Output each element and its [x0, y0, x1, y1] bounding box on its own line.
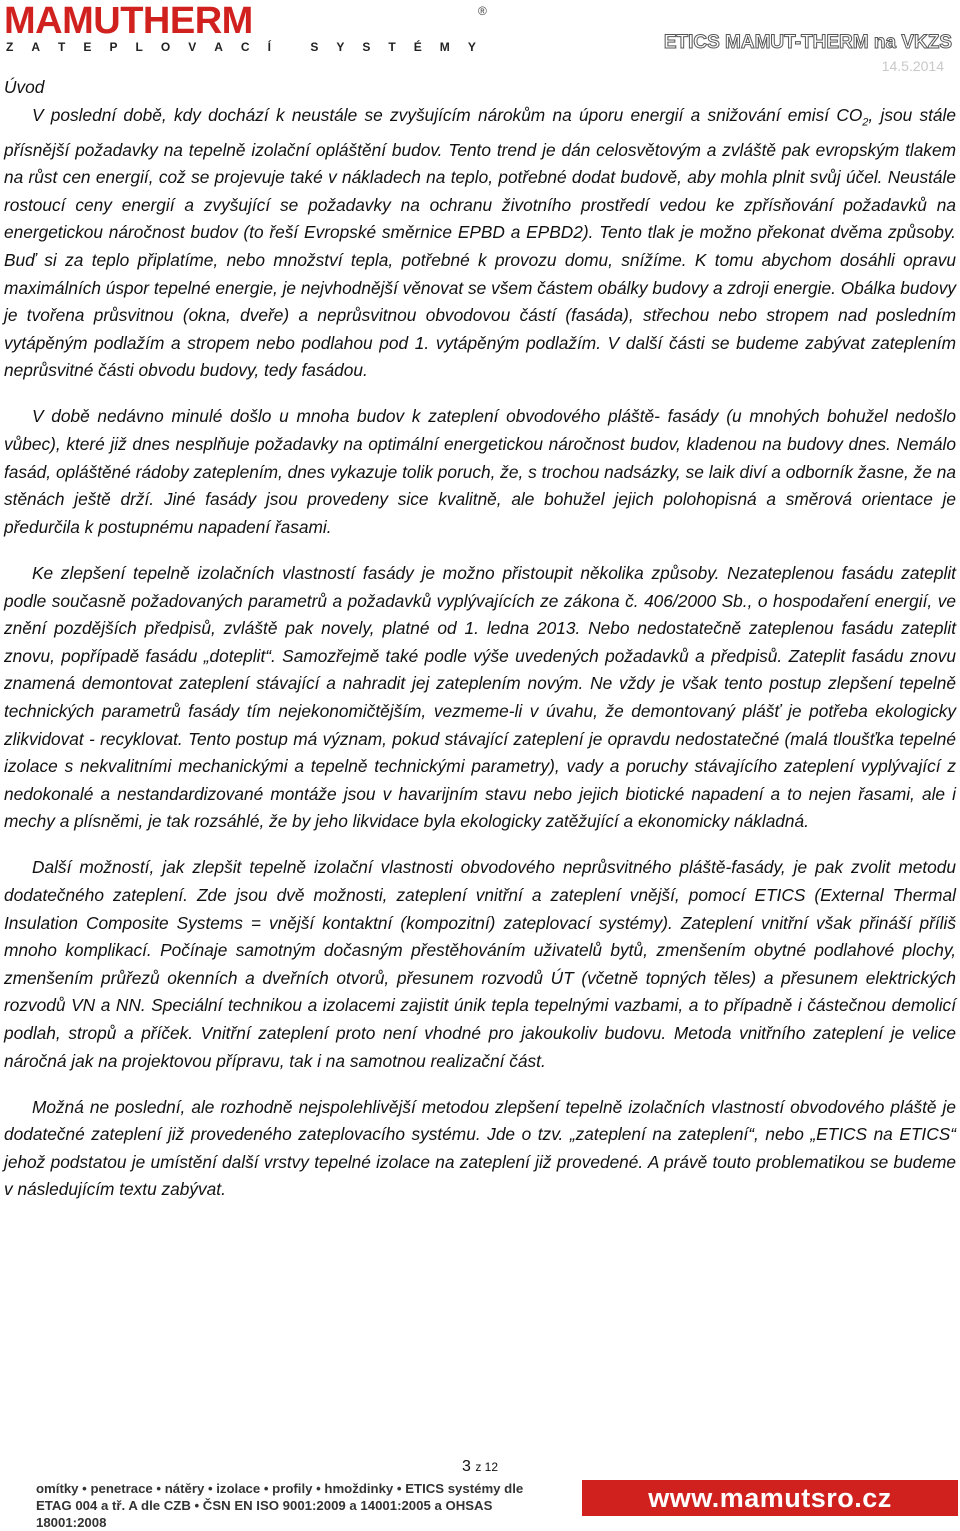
logo-subtitle-letter: C — [240, 40, 250, 54]
paragraph-intro — [4, 102, 956, 385]
logo-subtitle-letter: T — [388, 40, 396, 54]
logo-subtitle-letter: L — [135, 40, 143, 54]
footer-line-2: ETAG 004 a tř. A dle CZB • ČSN EN ISO 9001:2009 a 14001:2005 a OHSAS 18001:2008 — [36, 1498, 493, 1530]
document-body — [4, 74, 956, 1223]
logo-subtitle-letter: A — [31, 40, 41, 54]
logo-subtitle-letter: P — [109, 40, 118, 54]
logo-subtitle-letter: Z — [6, 40, 14, 54]
section-heading: Úvod — [4, 77, 45, 97]
logo-subtitle-letter: O — [160, 40, 171, 54]
logo-subtitle-letter: Y — [467, 40, 476, 54]
footer-products — [36, 1480, 566, 1531]
paragraph-4: Další možností, jak zlepšit tepelně izolační vlastnosti obvodového neprůsvitného pláště-fasády, je pak zvolit metodu dodatečného zateplení. Zde jsou dvě možnosti, zateplení vnitřní a zateplení vnější, pomocí ETICS (External Thermal Insulation Composite Systems = vnější kontaktní (kompozitní) zateplovací systémy). Zateplení vnitřní však přináší příliš mnoho komplikací. Počínaje samotným dočasným přestěhováním uživatelů bytů, zmenšením obytné podlahové plochy, zmenšením průřezů okenních a dveřních otvorů, přesunem rozvodů ÚT (včetně topných těles) a přesunem elektrických rozvodů VN a NN. Speciální technikou a izolacemi zajistit únik tepla tepelnými vazbami, a to případně i částečnou demolicí podlah, stropů a příček. Vnitřní zateplení proto není vhodné pro jakoukoliv budovu. Metoda vnitřního zateplení je velice náročná jak na projektovou přípravu, tak i na samotnou realizační část. — [4, 857, 956, 1071]
subscript-two: 2 — [862, 116, 869, 129]
footer-website-banner[interactable]: www.mamutsro.cz — [582, 1480, 958, 1516]
logo-subtitle-letter: M — [439, 40, 450, 54]
company-logo — [4, 2, 504, 54]
logo-subtitle-letter: É — [413, 40, 422, 54]
logo-subtitle-letter: E — [83, 40, 92, 54]
paragraph-2: V době nedávno minulé došlo u mnoha budov k zateplení obvodového pláště- fasády (u mnohých bohužel nedošlo vůbec), které již dnes nesplňuje požadavky na optimální energetickou náročnost budov, kladenou na budovy dnes. Nemálo fasád, opláštěné rádoby zateplením, dnes vykazuje tolik poruch, že, s trochou nadsázky, se laik diví a odborník žasne, že na stěnách ještě drží. Jiné fasády jsou provedeny sice kvalitně, ale bohužel jejich polohopisná a směrová orientace je předurčila k postupnému napadení řasami. — [4, 406, 956, 537]
document-title: ETICS MAMUT-THERM na VKZS — [663, 32, 952, 53]
page-current: 3 — [461, 1458, 471, 1475]
logo-subtitle-letter: S — [362, 40, 371, 54]
paragraph-5: Možná ne poslední, ale rozhodně nejspolehlivější metodou zlepšení tepelně izolačních vlastností obvodového pláště je dodatečné zateplení již provedeného zateplovacího systému. Jde o tzv. „zateplení na zateplení“, nebo „ETICS na ETICS“ jehož podstatou je umístění další vrstvy tepelné izolace na zateplení již provedené. A právě touto problematikou se budeme v následujícím textu zabývat. — [4, 1096, 956, 1200]
logo-subtitle-letter: V — [188, 40, 197, 54]
logo-subtitle-letter: S — [310, 40, 319, 54]
paragraph-3: Ke zlepšení tepelně izolačních vlastností fasády je možno přistoupit několika způsoby. Nezateplenou fasádu zateplit podle současně požadovaných parametrů a požadavků vyplývajících ze zákona č. 406/2000 Sb., o hospodaření energií, ve znění pozdějších předpisů, zvláště pak novely, platné od 1. ledna 2013. Nebo nedostatečně zateplenou fasádu zateplit znovu, popřípadě fasádu „doteplit“. Samozřejmě také podle výše uvedených požadavků a předpisů. Zateplit fasádu znovu znamená demontovat zateplení stávající a nahradit jej zateplením novým. Ne vždy je však tento postup zlepšení tepelně technických parametrů fasády tím nejekonomičtějším, vezmeme-li v úvahu, že demontovaný plášť je potřeba ekologicky zlikvidovat - recyklovat. Tento postup má význam, pokud stávající zateplení je opravdu nedostatečné (malá tloušťka tepelné izolace s nekvalitními mechanickými a tepelně technickými parametry), vady a poruchy stávajícího zateplení vyplývající z nedokonalé a nestandardizované montáže jsou v havarijním stavu nebo jejich biotické napadení a to nejen řasami, ale i mechy a plísněmi, je tak rozsáhlé, že by jeho likvidace byla ekologicky zatěžující a ekonomicky nákladná. — [4, 562, 956, 832]
logo-subtitle-letter: A — [214, 40, 223, 54]
logo-subtitle-letter: Y — [336, 40, 345, 54]
document-date: 14.5.2014 — [881, 58, 944, 74]
footer-line-1: omítky • penetrace • nátěry • izolace • profily • hmoždinky • ETICS systémy dle — [36, 1481, 524, 1496]
logo-wordmark: MAMUTHERM — [4, 0, 253, 42]
logo-subtitle — [6, 40, 476, 54]
page-number — [0, 1458, 960, 1476]
paragraph-intro-part1: V poslední době, kdy dochází k neustále se zvyšujícím nárokům na úporu energií a snižování emisí CO — [32, 104, 863, 125]
logo-subtitle-letter — [289, 40, 292, 54]
page-header — [0, 0, 960, 74]
logo-subtitle-letter: Í — [267, 40, 271, 54]
paragraph-intro-part2: , jsou stále přísnější požadavky na tepelně izolační opláštění budov. Tento trend je dán celosvětovým a zvláště pak evropským tlakem na růst cen energií, což se projevuje také v nákladech na teplo, potřebné dodat budově, aby mohla plnit svůj účel. Neustále rostoucí ceny energií a zvyšující se požadavky na ochranu životního prostředí vedou ke zpřísňování požadavků na energetickou náročnost budov (to řeší Evropské směrnice EPBD a EPBD2). Tento tlak je možno překonat dvěma způsoby. Buď si za teplo připlatíme, nebo množství tepla, potřebné k provozu domu, snížíme. K tomu abychom dosáhli opravu maximálních úspor tepelné energie, je nejvhodnější věnovat se všem částem obálky budovy a zdroji energie. Obálka budovy je tvořena průsvitnou (okna, dveře) a neprůsvitnou obvodovou částí (fasáda), střechou nebo stropem nad posledním vytápěným podlažím a stropem nebo podlahou pod 1. vytápěným podlažím. V další části se budeme zabývat zateplením neprůsvitné části obvodu budovy, tedy fasádou. — [4, 104, 956, 381]
registered-mark: ® — [478, 4, 487, 18]
page-total: z 12 — [475, 1460, 499, 1474]
logo-subtitle-letter: T — [58, 40, 66, 54]
